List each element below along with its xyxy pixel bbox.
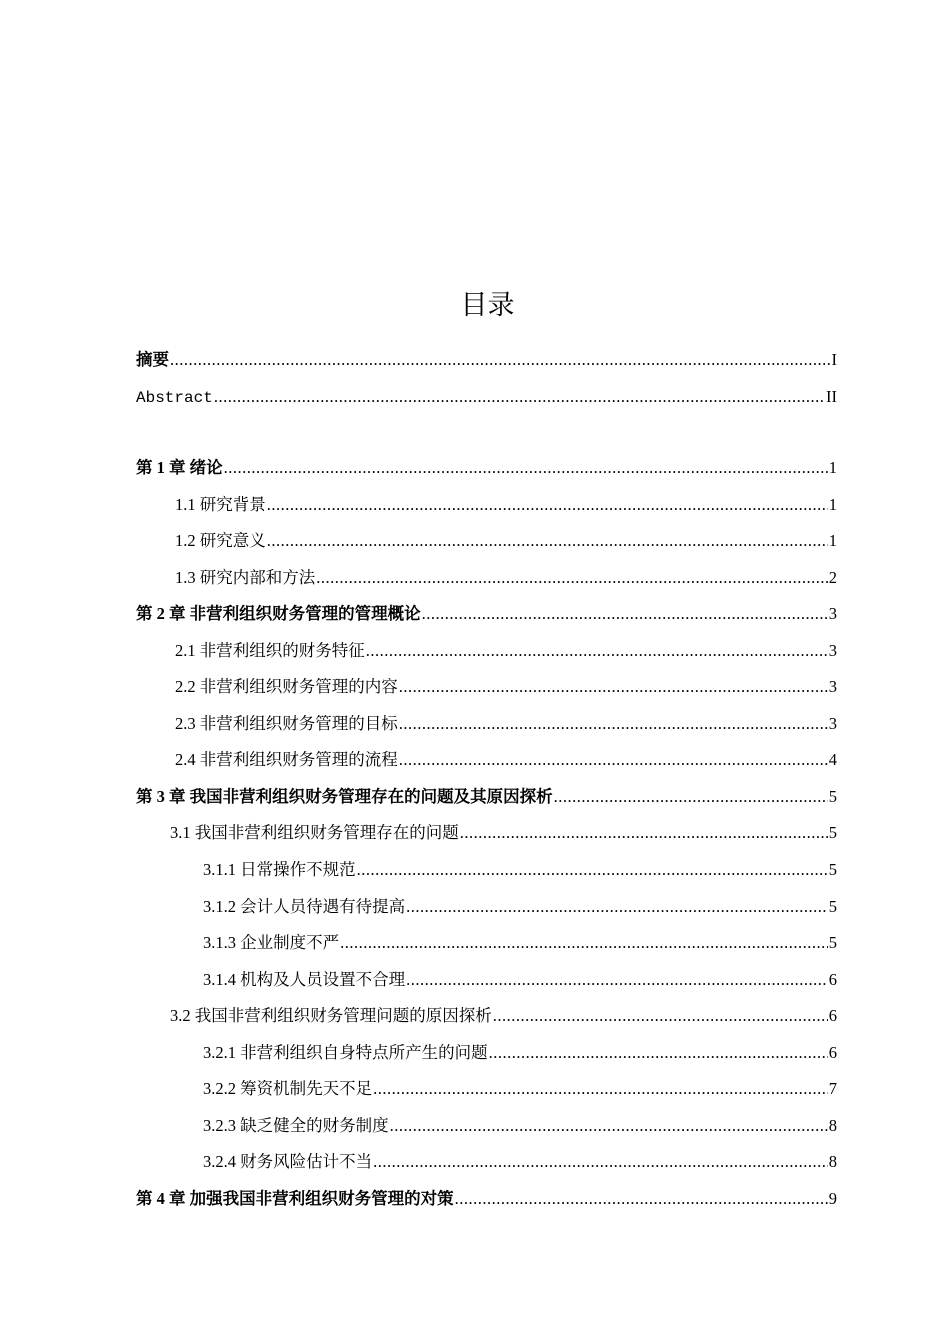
toc-entry-chapter-2[interactable] (136, 603, 837, 625)
toc-leader-dots (455, 1188, 828, 1210)
toc-entry-label: 3.1.4 机构及人员设置不合理 (203, 970, 406, 989)
toc-entry-label: 2.2 非营利组织财务管理的内容 (175, 677, 398, 696)
toc-entry-page: 6 (828, 1043, 837, 1062)
toc-entry-label: Abstract (136, 389, 213, 407)
toc-entry-page: 5 (828, 897, 837, 916)
toc-leader-dots (493, 1005, 828, 1027)
toc-entry-label: 3.2.1 非营利组织自身特点所产生的问题 (203, 1043, 488, 1062)
toc-entry-3-2-2[interactable] (203, 1078, 837, 1100)
toc-entry-3-2[interactable] (170, 1005, 837, 1027)
toc-entry-label: 3.1.3 企业制度不严 (203, 933, 340, 952)
toc-leader-dots (373, 1151, 828, 1173)
toc-entry-2-1[interactable] (175, 640, 837, 662)
toc-entry-label: 第 3 章 我国非营利组织财务管理存在的问题及其原因探析 (136, 787, 553, 806)
toc-entry-1-2[interactable] (175, 530, 837, 552)
toc-entry-page: 3 (828, 677, 837, 696)
toc-entry-label: 第 4 章 加强我国非营利组织财务管理的对策 (136, 1189, 454, 1208)
toc-leader-dots (406, 969, 828, 991)
toc-entry-label: 3.2.2 筹资机制先天不足 (203, 1079, 373, 1098)
toc-leader-dots (267, 494, 828, 516)
toc-leader-dots (554, 786, 828, 808)
toc-entry-label: 第 1 章 绪论 (136, 458, 223, 477)
toc-leader-dots (460, 822, 828, 844)
toc-entry-page: 6 (828, 970, 837, 989)
toc-entry-label: 2.1 非营利组织的财务特征 (175, 641, 365, 660)
toc-entry-label: 3.1.1 日常操作不规范 (203, 860, 356, 879)
page-title: 目录 (460, 290, 515, 321)
toc-entry-3-2-3[interactable] (203, 1115, 837, 1137)
toc-entry-page: 8 (828, 1116, 837, 1135)
toc-leader-dots (399, 676, 828, 698)
toc-entry-page: II (826, 387, 837, 406)
toc-leader-dots (316, 567, 828, 589)
toc-entry-label: 3.2.3 缺乏健全的财务制度 (203, 1116, 389, 1135)
toc-entry-page: 9 (828, 1189, 837, 1208)
toc-entry-3-1-1[interactable] (203, 859, 837, 881)
toc-entry-abstract-cn[interactable] (136, 349, 837, 371)
toc-entry-2-2[interactable] (175, 676, 837, 698)
toc-entry-label: 3.1.2 会计人员待遇有待提高 (203, 897, 406, 916)
toc-leader-dots (366, 640, 828, 662)
toc-leader-dots (340, 932, 828, 954)
toc-entry-label: 摘要 (136, 350, 169, 369)
toc-entry-1-1[interactable] (175, 494, 837, 516)
toc-entry-label: 1.3 研究内部和方法 (175, 568, 316, 587)
toc-entry-3-1[interactable] (170, 822, 837, 844)
toc-entry-label: 1.2 研究意义 (175, 531, 266, 550)
toc-entry-page: 2 (828, 568, 837, 587)
toc-leader-dots (357, 859, 828, 881)
toc-leader-dots (214, 386, 825, 408)
toc-entry-page: 1 (828, 458, 837, 477)
toc-leader-dots (390, 1115, 828, 1137)
toc-entry-label: 2.3 非营利组织财务管理的目标 (175, 714, 398, 733)
toc-leader-dots (399, 749, 828, 771)
toc-entry-label: 2.4 非营利组织财务管理的流程 (175, 750, 398, 769)
toc-leader-dots (267, 530, 828, 552)
toc-leader-dots (422, 603, 828, 625)
toc-entry-page: 3 (828, 641, 837, 660)
toc-entry-page: 6 (828, 1006, 837, 1025)
toc-entry-label: 第 2 章 非营利组织财务管理的管理概论 (136, 604, 421, 623)
toc-entry-page: 3 (828, 604, 837, 623)
toc-entry-page: 4 (828, 750, 837, 769)
toc-entry-label: 3.1 我国非营利组织财务管理存在的问题 (170, 823, 459, 842)
toc-entry-page: 3 (828, 714, 837, 733)
toc-entry-label: 1.1 研究背景 (175, 495, 266, 514)
toc-entry-3-1-2[interactable] (203, 896, 837, 918)
toc-entry-chapter-4[interactable] (136, 1188, 837, 1210)
toc-entry-page: 1 (828, 531, 837, 550)
toc-entry-page: I (831, 350, 837, 369)
toc-leader-dots (489, 1042, 828, 1064)
toc-entry-page: 5 (828, 933, 837, 952)
toc-entry-page: 8 (828, 1152, 837, 1171)
toc-entry-1-3[interactable] (175, 567, 837, 589)
toc-leader-dots (399, 713, 828, 735)
toc-entry-page: 7 (828, 1079, 837, 1098)
toc-entry-3-1-3[interactable] (203, 932, 837, 954)
toc-leader-dots (373, 1078, 828, 1100)
toc-entry-page: 5 (828, 860, 837, 879)
toc-entry-2-3[interactable] (175, 713, 837, 735)
toc-entry-3-2-4[interactable] (203, 1151, 837, 1173)
toc-entry-chapter-3[interactable] (136, 786, 837, 808)
toc-leader-dots (224, 457, 828, 479)
toc-entry-label: 3.2 我国非营利组织财务管理问题的原因探析 (170, 1006, 492, 1025)
toc-entry-3-2-1[interactable] (203, 1042, 837, 1064)
toc-leader-dots (170, 349, 831, 371)
toc-entry-page: 1 (828, 495, 837, 514)
toc-entry-page: 5 (828, 823, 837, 842)
toc-entry-chapter-1[interactable] (136, 457, 837, 479)
toc-entry-label: 3.2.4 财务风险估计不当 (203, 1152, 373, 1171)
toc-entry-3-1-4[interactable] (203, 969, 837, 991)
toc-leader-dots (406, 896, 828, 918)
toc-entry-page: 5 (828, 787, 837, 806)
toc-entry-abstract-en[interactable] (136, 386, 837, 409)
toc-entry-2-4[interactable] (175, 749, 837, 771)
